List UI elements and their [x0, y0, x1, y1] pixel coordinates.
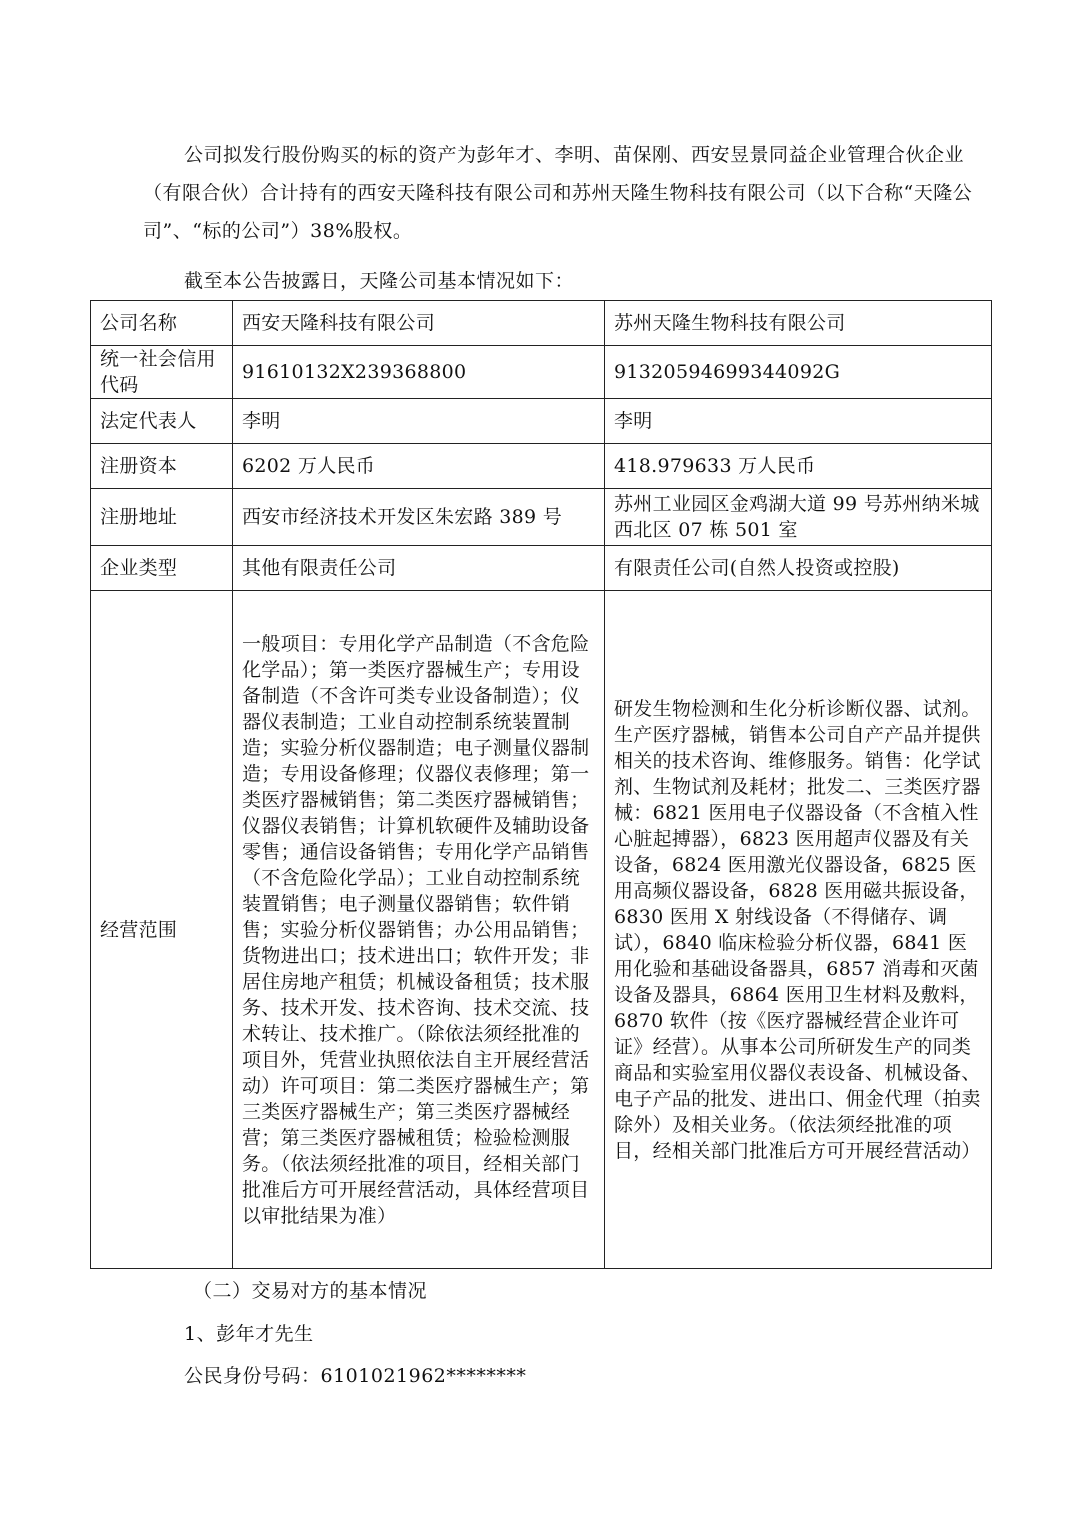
row-label: 法定代表人 — [91, 399, 233, 444]
cell-xian: 一般项目：专用化学产品制造（不含危险化学品）；第一类医疗器械生产；专用设备制造（不含许可类专业设备制造）；仪器仪表制造；工业自动控制系统装置制造；实验分析仪器制造；电子测量仪器制造；专用设备修理；仪器仪表修理；第一类医疗器械销售；第二类医疗器械销售；仪器仪表销售；计算机软硬件及辅助设备零售；通信设备销售；专用化学产品销售（不含危险化学品）；工业自动控制系统装置销售；电子测量仪器销售；软件销售；实验分析仪器销售；办公用品销售；货物进出口；技术进出口；软件开发；非居住房地产租赁；机械设备租赁；技术服务、技术开发、技术咨询、技术交流、技术转让、技术推广。（除依法须经批准的项目外，凭营业执照依法自主开展经营活动）许可项目：第二类医疗器械生产；第三类医疗器械生产；第三类医疗器械经营；第三类医疗器械租赁；检验检测服务。（依法须经批准的项目，经相关部门批准后方可开展经营活动，具体经营项目以审批结果为准） — [233, 591, 605, 1269]
cell-suzhou: 李明 — [605, 399, 992, 444]
cell-xian: 91610132X239368800 — [233, 346, 605, 399]
cell-suzhou: 研发生物检测和生化分析诊断仪器、试剂。生产医疗器械，销售本公司自产产品并提供相关的技术咨询、维修服务。销售：化学试剂、生物试剂及耗材；批发二、三类医疗器械：6821 医用电子仪器设备（不含植入性心脏起搏器），6823 医用超声仪器及有关设备，6824 医用激光仪器设备，6825 医用高频仪器设备，6828 医用磁共振设备，6830 医用 X 射线设备（不得储存、调试），6840 临床检验分析仪器，6841 医用化验和基础设备器具，6857 消毒和灭菌设备及器具，6864 医用卫生材料及敷料，6870 软件（按《医疗器械经营企业许可证》经营）。从事本公司所研发生产的同类商品和实验室用仪器仪表设备、机械设备、电子产品的批发、进出口、佣金代理（拍卖除外）及相关业务。（依法须经批准的项目，经相关部门批准后方可开展经营活动） — [605, 591, 992, 1269]
table-lead-text: 截至本公告披露日，天隆公司基本情况如下： — [184, 270, 575, 292]
cell-xian: 西安天隆科技有限公司 — [233, 301, 605, 346]
cell-xian: 西安市经济技术开发区朱宏路 389 号 — [233, 489, 605, 546]
row-label: 注册地址 — [91, 489, 233, 546]
cell-suzhou: 418.979633 万人民币 — [605, 444, 992, 489]
table-row — [91, 301, 992, 346]
table-row — [91, 444, 992, 489]
table-row — [91, 346, 992, 399]
cell-suzhou: 苏州工业园区金鸡湖大道 99 号苏州纳米城西北区 07 栋 501 室 — [605, 489, 992, 546]
table-row — [91, 399, 992, 444]
cell-suzhou: 有限责任公司(自然人投资或控股) — [605, 546, 992, 591]
id-number-line: 公民身份号码：6101021962******** — [184, 1365, 527, 1387]
cell-suzhou: 苏州天隆生物科技有限公司 — [605, 301, 992, 346]
row-label: 注册资本 — [91, 444, 233, 489]
table-row — [91, 546, 992, 591]
cell-suzhou: 91320594699344092G — [605, 346, 992, 399]
company-info-table — [90, 300, 992, 1269]
row-label: 统一社会信用代码 — [91, 346, 233, 399]
intro-paragraph: 公司拟发行股份购买的标的资产为彭年才、李明、苗保刚、西安昱景同益企业管理合伙企业（有限合伙）合计持有的西安天隆科技有限公司和苏州天隆生物科技有限公司（以下合称“天隆公司”、“标的公司”）38%股权。 — [143, 144, 973, 242]
row-label: 公司名称 — [91, 301, 233, 346]
cell-xian: 李明 — [233, 399, 605, 444]
cell-xian: 其他有限责任公司 — [233, 546, 605, 591]
table-row — [91, 489, 992, 546]
row-label: 经营范围 — [91, 591, 233, 1269]
cell-xian: 6202 万人民币 — [233, 444, 605, 489]
row-label: 企业类型 — [91, 546, 233, 591]
table-row — [91, 591, 992, 1269]
person-heading: 1、彭年才先生 — [184, 1323, 314, 1345]
section-heading: （二）交易对方的基本情况 — [193, 1280, 428, 1302]
